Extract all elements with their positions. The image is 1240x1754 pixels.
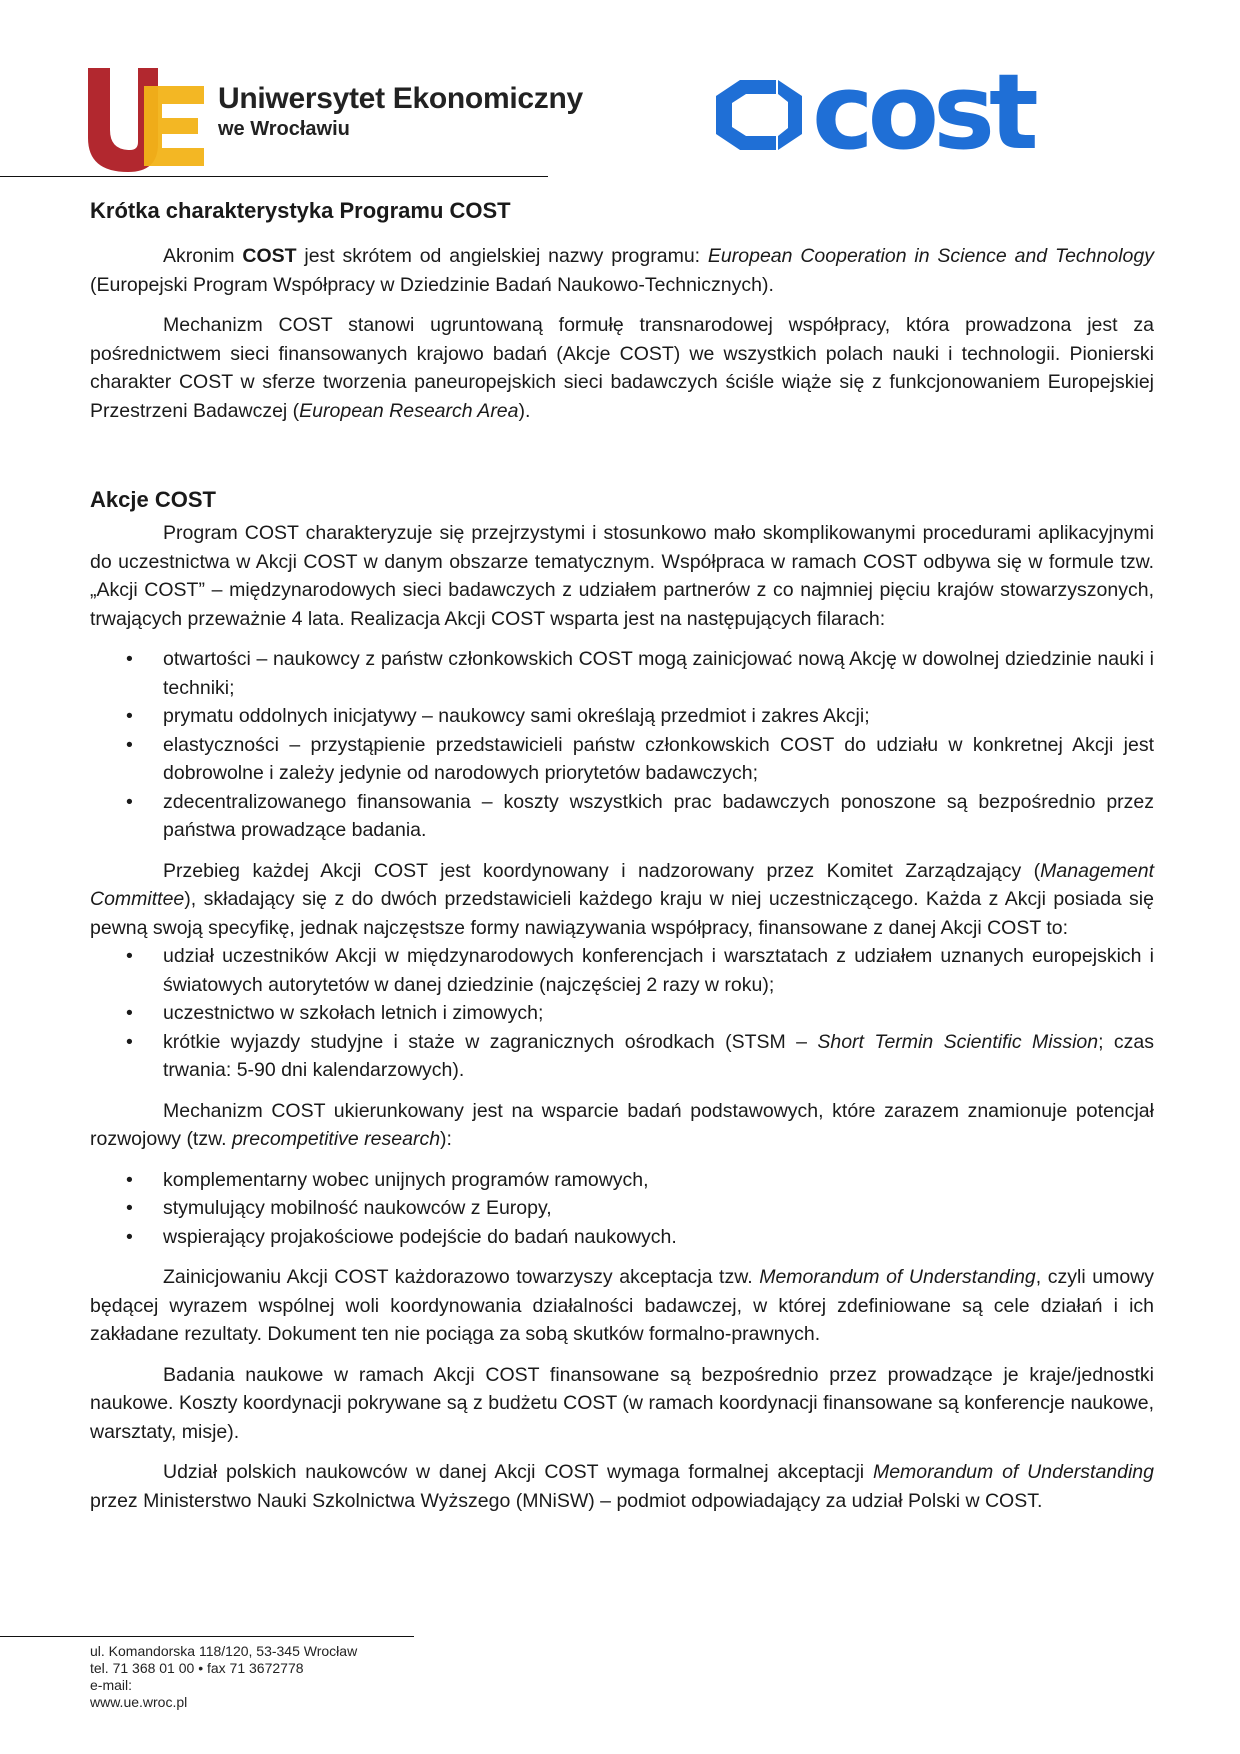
program-name-italic: European Cooperation in Science and Technology xyxy=(707,245,1154,267)
ue-logo xyxy=(88,68,204,172)
cost-logo xyxy=(716,72,1116,162)
bullet-icon: • xyxy=(126,1168,133,1191)
paragraph-polish-participation: Udział polskich naukowców w danej Akcji COST wymaga formalnej akceptacji Memorandum of Understanding przez Ministerstwo Nauki Szkolnictwa Wyższego (MNiSW) – podmiot odpowiadający za udział Polski w COST. xyxy=(90,1461,1155,1512)
features-list xyxy=(90,1166,1154,1252)
bullet-icon: • xyxy=(126,945,133,967)
bullet-icon: • xyxy=(126,1002,133,1024)
bullet-icon: • xyxy=(126,733,133,756)
bullet-icon: • xyxy=(126,1030,133,1053)
cost-logo-hexagon-icon xyxy=(716,80,776,150)
bullet-icon: • xyxy=(126,790,133,813)
list-item: • wspierający projakościowe podejście do badań naukowych. xyxy=(90,1223,1154,1252)
list-item: • prymatu oddolnych inicjatywy – naukowcy sami określają przedmiot i zakres Akcji; xyxy=(90,702,1154,731)
page-footer xyxy=(90,1643,357,1711)
paragraph-management: Przebieg każdej Akcji COST jest koordynowany i nadzorowany przez Komitet Zarządzający (Management Committee), składający się z do dwóch przedstawicieli każdego kraju w niej uczestniczącego. Każda z Akcji posiada się pewną swoją specyfikę, jednak najczęstsze formy nawiązywania współpracy, finansowane z danej Akcji COST to: xyxy=(90,859,1154,939)
university-name: Uniwersytet Ekonomiczny xyxy=(218,82,583,115)
cooperation-forms-list xyxy=(90,942,1154,1085)
paragraph-memorandum: Zainicjowaniu Akcji COST każdorazowo towarzyszy akceptacja tzw. Memorandum of Understanding, czyli umowy będącej wyrazem wspólnej woli koordynowania działalności badawczej, w której zdefiniowane są cele działań i ich zakładane rezultaty. Dokument ten nie pociąga za sobą skutków formalno-prawnych. xyxy=(90,1266,1155,1345)
list-item: • otwartości – naukowcy z państw członkowskich COST mogą zainicjować nową Akcję w dowolnej dziedzinie nauki i techniki; xyxy=(90,645,1154,702)
paragraph-acronym: Akronim COST jest skrótem od angielskiej nazwy programu: European Cooperation in Science and Technology (Europejski Program Współpracy w Dziedzinie Badań Naukowo-Technicznych). xyxy=(90,245,1154,296)
document-body xyxy=(90,192,1154,1515)
bullet-icon: • xyxy=(126,705,133,727)
page-header xyxy=(0,0,1240,180)
footer-address: ul. Komandorska 118/120, 53-345 Wrocław xyxy=(90,1643,358,1659)
list-item: • stymulujący mobilność naukowców z Europy, xyxy=(90,1194,1154,1223)
bullet-icon: • xyxy=(126,1225,133,1248)
list-item: • elastyczności – przystąpienie przedstawicieli państw członkowskich COST do udziału w konkretnej Akcji jest dobrowolne i zależy jedynie od narodowych priorytetów badawczych; xyxy=(90,731,1154,788)
header-divider xyxy=(0,176,548,177)
paragraph-funding: Badania naukowe w ramach Akcji COST finansowane są bezpośrednio przez prowadzące je kraje/jednostki naukowe. Koszty koordynacji pokrywane są z budżetu COST (w ramach koordynacji finansowane są konferencje naukowe, warsztaty, misje). xyxy=(90,1363,1154,1443)
acronym-bold: COST xyxy=(242,245,297,267)
section-title-actions: Akcje COST xyxy=(90,487,216,512)
list-item: • krótkie wyjazdy studyjne i staże w zagranicznych ośrodkach (STSM – Short Termin Scientific Mission; czas trwania: 5-90 dni kalendarzowych). xyxy=(90,1028,1154,1085)
paragraph-basic-research: Mechanizm COST ukierunkowany jest na wsparcie badań podstawowych, które zarazem znamionuje potencjał rozwojowy (tzw. precompetitive research): xyxy=(90,1099,1154,1150)
ue-logo-e-shape xyxy=(144,86,204,166)
bullet-icon: • xyxy=(126,648,133,670)
footer-phone: tel. 71 368 01 00 • fax 71 3672778 xyxy=(90,1660,304,1676)
university-city: we Wrocławiu xyxy=(218,118,350,140)
paragraph-actions-intro: Program COST charakteryzuje się przejrzystymi i stosunkowo mało skomplikowanymi procedurami aplikacyjnymi do uczestnictwa w Akcji COST w danym obszarze tematycznym. Współpraca w ramach COST odbywa się w formule tzw. „Akcji COST” – międzynarodowych sieci badawczych z udziałem partnerów z co najmniej pięciu krajów stowarzyszonych, trwających przeważnie 4 lata. Realizacja Akcji COST wsparta jest na następujących filarach: xyxy=(90,522,1154,630)
footer-divider xyxy=(0,1636,414,1637)
footer-email: e-mail: xyxy=(90,1677,133,1693)
section-title-program: Krótka charakterystyka Programu COST xyxy=(90,198,511,223)
footer-website-link[interactable]: www.ue.wroc.pl xyxy=(90,1694,188,1710)
bullet-icon: • xyxy=(126,1197,133,1219)
list-item: • udział uczestników Akcji w międzynarodowych konferencjach i warsztatach z udziałem uznanych europejskich i światowych autorytetów w danej dziedzinie (najczęściej 2 razy w roku); xyxy=(90,942,1154,999)
list-item: • komplementarny wobec unijnych programów ramowych, xyxy=(90,1166,1154,1195)
list-item: • zdecentralizowanego finansowania – koszty wszystkich prac badawczych ponoszone są bezpośrednio przez państwa prowadzące badania. xyxy=(90,788,1154,845)
paragraph-mechanism: Mechanizm COST stanowi ugruntowaną formułę transnarodowej współpracy, która prowadzona jest za pośrednictwem sieci finansowanych krajowo badań (Akcje COST) we wszystkich polach nauki i technologii. Pionierski charakter COST w sferze tworzenia paneuropejskich sieci badawczych ściśle wiąże się z funkcjonowaniem Europejskiej Przestrzeni Badawczej (European Research Area). xyxy=(90,314,1154,422)
pillars-list xyxy=(90,645,1154,845)
cost-logo-chevron-icon xyxy=(778,80,802,150)
cost-logo-text: cost xyxy=(812,72,1033,162)
list-item: • uczestnictwo w szkołach letnich i zimowych; xyxy=(90,999,1154,1028)
